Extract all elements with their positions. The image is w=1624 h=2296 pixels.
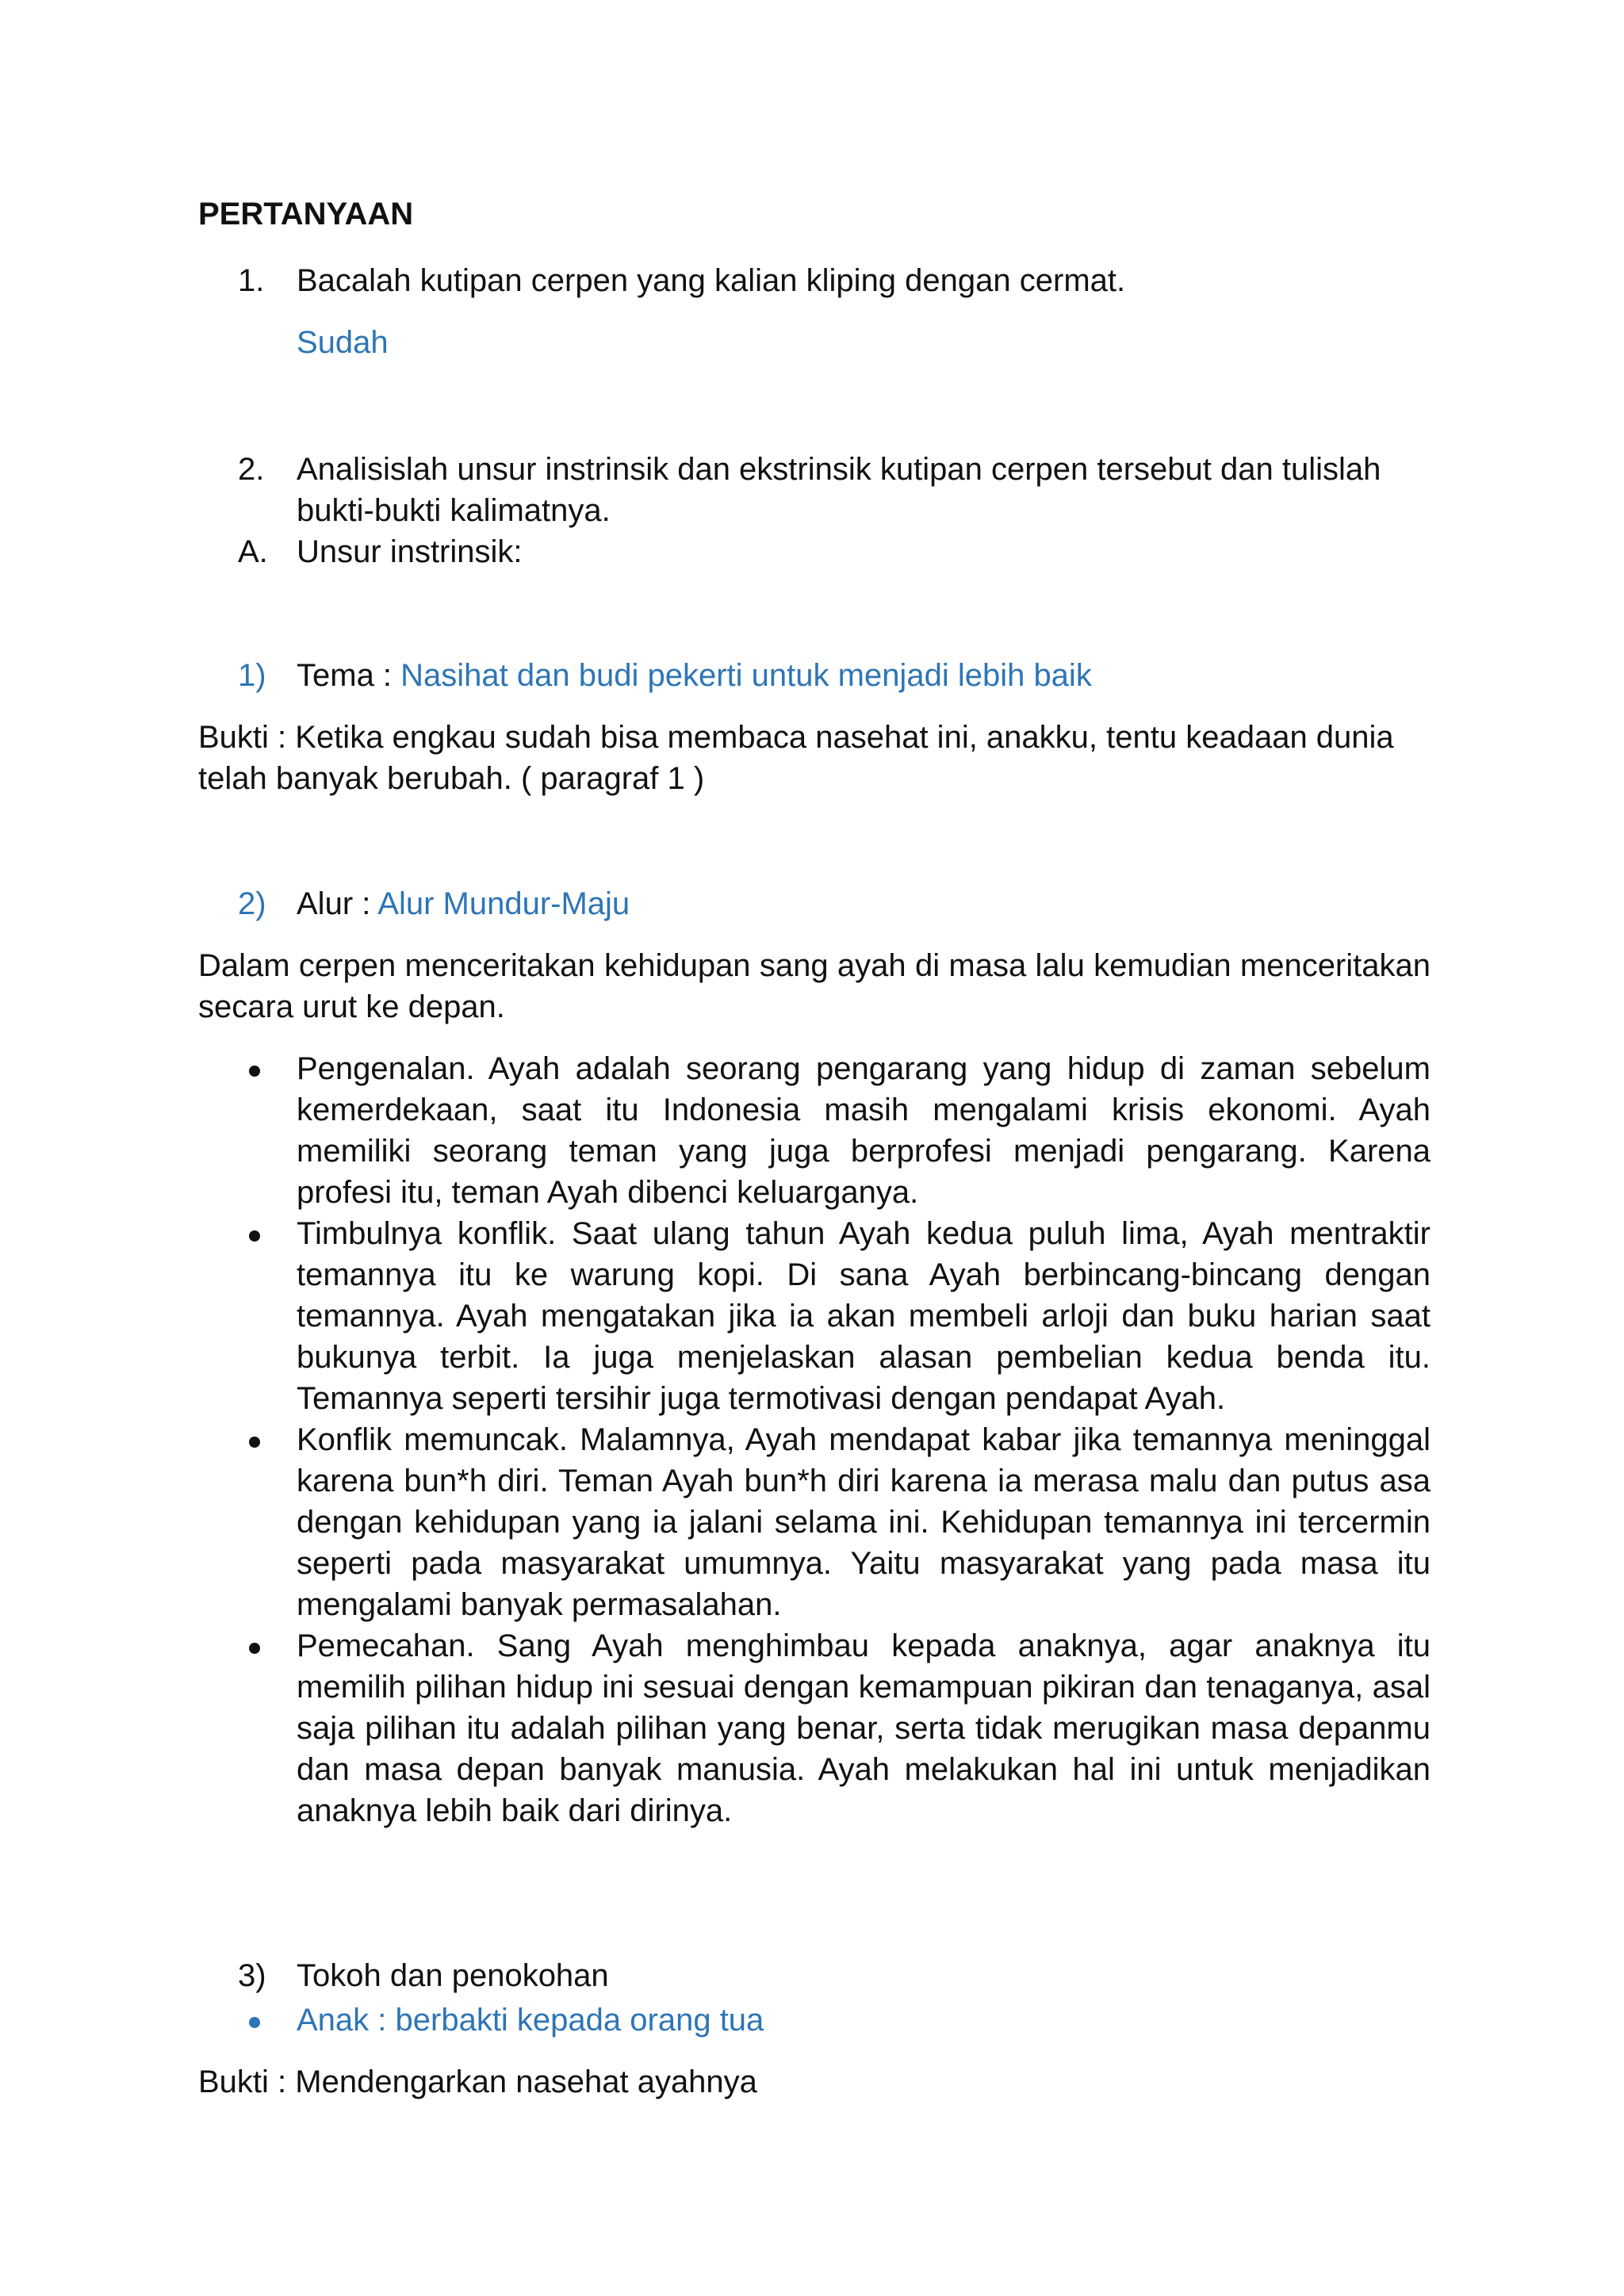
- bullet-dot-icon: [249, 1066, 260, 1077]
- question-1-number: 1.: [238, 263, 265, 298]
- question-1-text: Bacalah kutipan cerpen yang kalian kliping dengan cermat.: [297, 263, 1126, 298]
- alur-number: 2): [238, 886, 266, 921]
- alur-label: Alur :: [297, 886, 378, 921]
- tema-value: Nasihat dan budi pekerti untuk menjadi lebih baik: [400, 658, 1092, 693]
- tokoh-label: Tokoh dan penokohan: [297, 1958, 609, 1993]
- question-2-text: Analisislah unsur instrinsik dan ekstrinsik kutipan cerpen tersebut dan tulislah bukti-bukti kalimatnya.: [297, 452, 1381, 528]
- bullet-dot-icon: [249, 1437, 260, 1448]
- tokoh-character: Anak : berbakti kepada orang tua: [297, 2003, 764, 2038]
- bullet-dot-icon: [249, 2017, 260, 2028]
- tema-label: Tema :: [297, 658, 401, 693]
- tokoh-number: 3): [238, 1958, 266, 1993]
- tema-line: [297, 655, 1431, 696]
- page-title: PERTANYAAN: [198, 197, 414, 232]
- section-a-label: Unsur instrinsik:: [297, 534, 523, 569]
- alur-line: [297, 883, 1431, 924]
- alur-stage-klimaks: Konflik memuncak. Malamnya, Ayah mendapat kabar jika temannya meninggal karena bun*h diri. Teman Ayah bun*h diri karena ia merasa malu dan putus asa dengan kehidupan yang ia jalani selama ini. Kehidupan temannya ini tercermin seperti pada masyarakat umumnya. Yaitu masyarakat yang pada masa itu mengalami banyak permasalahan.: [297, 1422, 1431, 1622]
- alur-stage-konflik: Timbulnya konflik. Saat ulang tahun Ayah kedua puluh lima, Ayah mentraktir temannya itu ke warung kopi. Di sana Ayah berbincang-bincang dengan temannya. Ayah mengatakan jika ia akan membeli arloji dan buku harian saat bukunya terbit. Ia juga menjelaskan alasan pembelian kedua benda itu. Temannya seperti tersihir juga termotivasi dengan pendapat Ayah.: [297, 1216, 1431, 1416]
- alur-value: Alur Mundur-Maju: [377, 886, 630, 921]
- bullet-dot-icon: [249, 1230, 260, 1242]
- question-2-number: 2.: [238, 452, 265, 487]
- alur-stage-pengenalan: Pengenalan. Ayah adalah seorang pengarang yang hidup di zaman sebelum kemerdekaan, saat itu Indonesia masih mengalami krisis ekonomi. Ayah memiliki seorang teman yang juga berprofesi menjadi pengarang. Karena profesi itu, teman Ayah dibenci keluarganya.: [297, 1051, 1431, 1210]
- tema-evidence: Bukti : Ketika engkau sudah bisa membaca nasehat ini, anakku, tentu keadaan dunia telah banyak berubah. ( paragraf 1 ): [198, 720, 1394, 796]
- bullet-dot-icon: [249, 1643, 260, 1654]
- tema-number: 1): [238, 658, 266, 693]
- tokoh-evidence: Bukti : Mendengarkan nasehat ayahnya: [198, 2064, 757, 2099]
- question-1-answer: Sudah: [297, 325, 389, 360]
- alur-stage-pemecahan: Pemecahan. Sang Ayah menghimbau kepada anaknya, agar anaknya itu memilih pilihan hidup ini sesuai dengan kemampuan pikiran dan tenaganya, asal saja pilihan itu adalah pilihan yang benar, serta tidak merugikan masa depanmu dan masa depan banyak manusia. Ayah melakukan hal ini untuk menjadikan anaknya lebih baik dari dirinya.: [297, 1628, 1431, 1828]
- section-a-letter: A.: [238, 534, 268, 569]
- alur-description: Dalam cerpen menceritakan kehidupan sang ayah di masa lalu kemudian menceritakan secara urut ke depan.: [198, 948, 1431, 1024]
